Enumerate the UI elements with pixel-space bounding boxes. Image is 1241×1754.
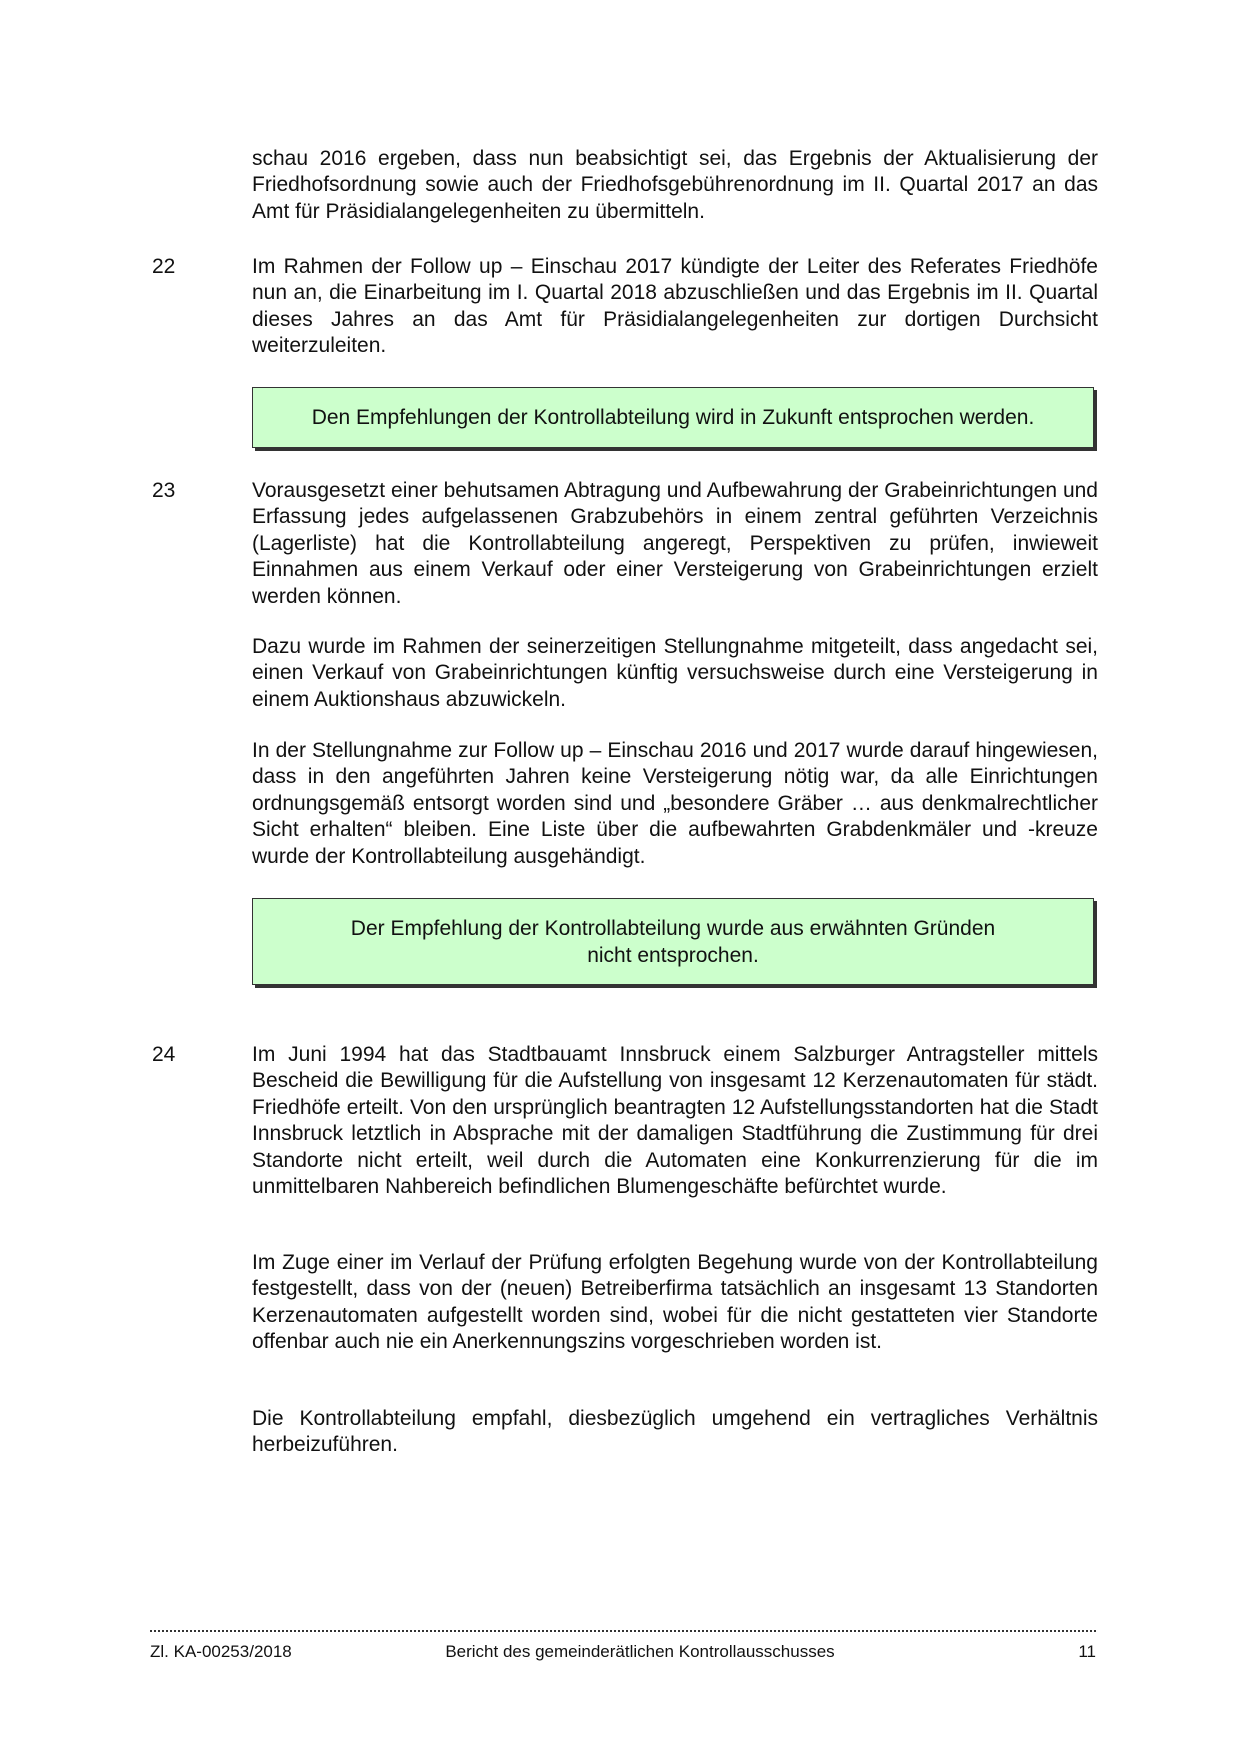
paragraph-24-text-3: Die Kontrollabteilung empfahl, diesbezüglich umgehend ein vertragliches Verhältnis herbeizuführen.: [252, 1407, 1098, 1457]
footer-page-number: 11: [1078, 1642, 1096, 1661]
paragraph-number-22: 22: [152, 255, 176, 278]
paragraph-number-24: 24: [152, 1043, 176, 1066]
paragraph-23-text-1: Vorausgesetzt einer behutsamen Abtragung und Aufbewahrung der Grabeinrichtungen und Erfassung jedes aufgelassenen Grabzubehörs in einem zentral geführten Verzeichnis (Lagerliste) hat die Kontrollabteilung angeregt, Perspektiven zu prüfen, inwieweit Einnahmen aus einem Verkauf oder einer Versteigerung von Grabeinrichtungen erzielt werden können.: [252, 479, 1098, 608]
recommendation-box-2: [252, 898, 1094, 985]
paragraph-24-text-1: Im Juni 1994 hat das Stadtbauamt Innsbruck einem Salzburger Antragsteller mittels Bescheid die Bewilligung für die Aufstellung von insgesamt 12 Kerzenautomaten für städt. Friedhöfe erteilt. Von den ursprünglich beantragten 12 Aufstellungsstandorten hat die Stadt Innsbruck letztlich in Absprache mit der damaligen Stadtführung die Zustimmung für drei Standorte nicht erteilt, weil durch die Automaten eine Konkurrenzierung für die im unmittelbaren Nahbereich befindlichen Blumengeschäfte befürchtet wurde.: [252, 1043, 1098, 1199]
recommendation-box-2-line-2: nicht entsprochen.: [587, 943, 759, 967]
paragraph-23-text-2: Dazu wurde im Rahmen der seinerzeitigen Stellungnahme mitgeteilt, dass angedacht sei, einen Verkauf von Grabeinrichtungen künftig versuchsweise durch eine Versteigerung in einem Auktionshaus abzuwickeln.: [252, 635, 1098, 711]
footer-reference: Zl. KA-00253/2018: [150, 1642, 292, 1661]
footer-divider: [150, 1630, 1096, 1632]
continued-paragraph: schau 2016 ergeben, dass nun beabsichtigt sei, das Ergebnis der Aktualisierung der Friedhofsordnung sowie auch der Friedhofsgebührenordnung im II. Quartal 2017 an das Amt für Präsidialangelegenheiten zu übermitteln.: [252, 147, 1098, 223]
paragraph-number-23: 23: [152, 479, 176, 502]
recommendation-box-2-line-1: Der Empfehlung der Kontrollabteilung wurde aus erwähnten Gründen: [350, 916, 996, 940]
footer-title: Bericht des gemeinderätlichen Kontrollausschusses: [445, 1642, 835, 1661]
paragraph-22-text: Im Rahmen der Follow up – Einschau 2017 kündigte der Leiter des Referates Friedhöfe nun an, die Einarbeitung im I. Quartal 2018 abzuschließen und das Ergebnis im II. Quartal dieses Jahres an das Amt für Präsidialangelegenheiten zur dortigen Durchsicht weiterzuleiten.: [252, 255, 1098, 358]
paragraph-23-text-3: In der Stellungnahme zur Follow up – Einschau 2016 und 2017 wurde darauf hingewiesen, dass in den angeführten Jahren keine Versteigerung nötig war, da alle Einrichtungen ordnungsgemäß entsorgt worden sind und „besondere Gräber … aus denkmalrechtlicher Sicht erhalten“ bleiben. Eine Liste über die aufbewahrten Grabdenkmäler und -kreuze wurde der Kontrollabteilung ausgehändigt.: [252, 739, 1098, 868]
recommendation-box-1: [252, 387, 1094, 448]
recommendation-box-1-text: Den Empfehlungen der Kontrollabteilung wird in Zukunft entsprochen werden.: [311, 406, 1035, 429]
paragraph-24-text-2: Im Zuge einer im Verlauf der Prüfung erfolgten Begehung wurde von der Kontrollabteilung festgestellt, dass von der (neuen) Betreiberfirma tatsächlich an insgesamt 13 Standorten Kerzenautomaten aufgestellt worden sind, wobei für die nicht gestatteten vier Standorte offenbar auch nie ein Anerkennungszins vorgeschrieben worden ist.: [252, 1251, 1098, 1354]
